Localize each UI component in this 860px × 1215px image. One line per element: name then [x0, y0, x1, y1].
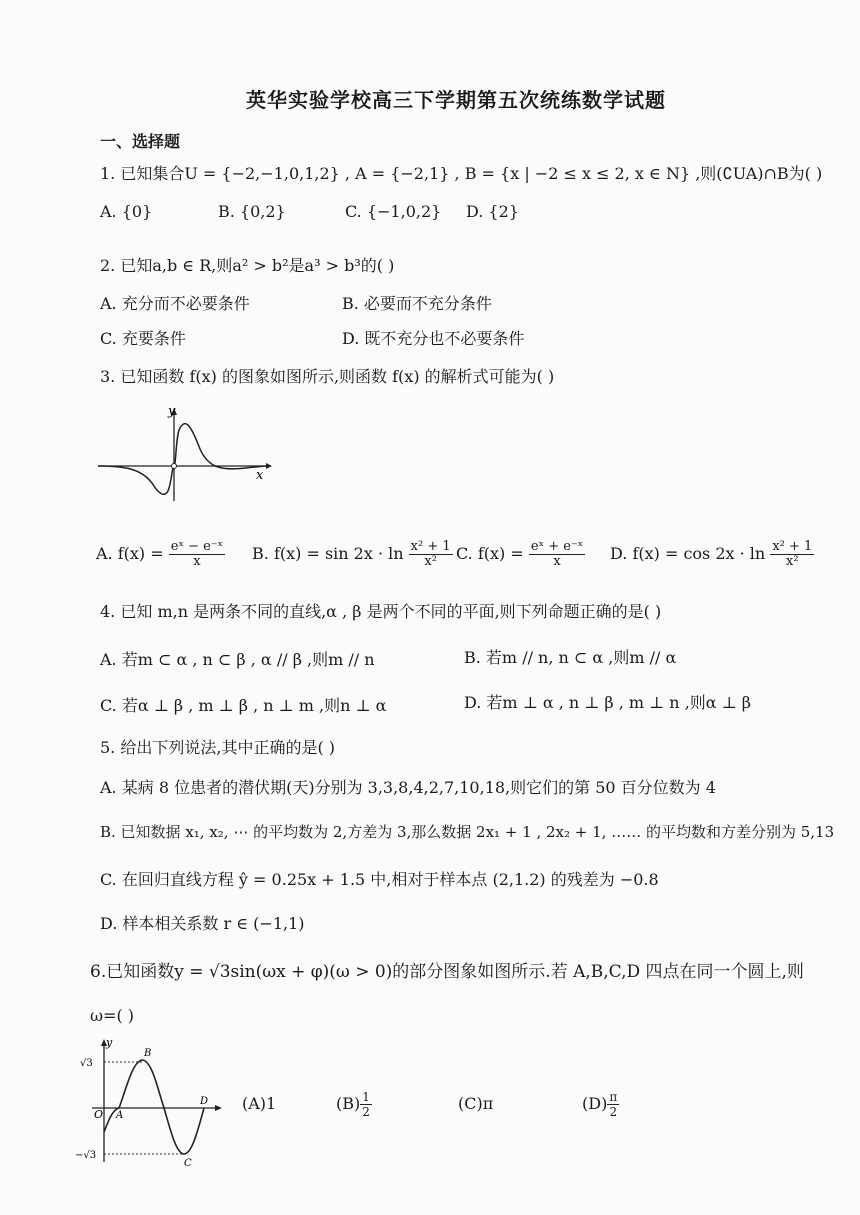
fraction: [169, 540, 225, 569]
question-5-stem: 5. 给出下列说法,其中正确的是( ): [100, 738, 336, 757]
numerator: π: [609, 1090, 618, 1104]
x-axis-arrow: [215, 1105, 222, 1111]
numerator: eˣ − e⁻ˣ: [170, 539, 224, 554]
point-b-label: B: [144, 1048, 152, 1059]
question-6-graph: [75, 1036, 228, 1169]
point-d-label: D: [200, 1096, 209, 1107]
question-3-stem: 3. 已知函数 f(x) 的图象如图所示,则函数 f(x) 的解析式可能为( ): [100, 367, 555, 386]
question-2-option-d[interactable]: D. 既不充分也不必要条件: [342, 329, 525, 348]
question-4-option-d[interactable]: D. 若m ⊥ α , n ⊥ β , m ⊥ n ,则α ⊥ β: [464, 693, 752, 712]
question-6-option-d[interactable]: [582, 1086, 619, 1122]
question-3-option-b[interactable]: [252, 538, 453, 570]
question-4-stem: 4. 已知 m,n 是两条不同的直线,α , β 是两个不同的平面,则下列命题正确的是( ): [100, 602, 662, 621]
page-title: 英华实验学校高三下学期第五次统练数学试题: [246, 88, 666, 112]
y-min-label: −√3: [75, 1150, 97, 1161]
x-axis-arrow: [266, 463, 272, 469]
fraction: [360, 1090, 372, 1119]
denominator: x²: [424, 554, 437, 569]
option-label: (D): [582, 1094, 608, 1113]
option-label: B.: [252, 544, 269, 563]
numerator: 1: [362, 1090, 370, 1104]
question-6-stem-line-2: ω=( ): [90, 1006, 135, 1025]
question-1-stem: 1. 已知集合U = {−2,−1,0,1,2} , A = {−2,1} , B = {x | −2 ≤ x ≤ 2, x ∈ N} ,则(∁UA)∩B为( ): [100, 164, 823, 183]
question-2-option-c[interactable]: C. 充要条件: [100, 329, 186, 348]
numerator: x² + 1: [410, 539, 451, 554]
x-axis-label: x: [256, 468, 264, 483]
fraction: [409, 540, 453, 569]
formula-lhs: f(x) = sin 2x · ln: [273, 544, 404, 563]
denominator: x²: [786, 554, 799, 569]
question-5-option-c[interactable]: C. 在回归直线方程 ŷ = 0.25x + 1.5 中,相对于样本点 (2,1.2) 的残差为 −0.8: [100, 870, 659, 889]
question-5-option-a[interactable]: A. 某病 8 位患者的潜伏期(天)分别为 3,3,8,4,2,7,10,18,则它们的第 50 百分位数为 4: [100, 778, 716, 797]
fraction: [770, 540, 814, 569]
y-max-label: √3: [80, 1058, 93, 1069]
section-heading: 一、选择题: [100, 132, 181, 151]
question-4-option-b[interactable]: B. 若m // n, n ⊂ α ,则m // α: [464, 648, 677, 667]
question-2-stem: 2. 已知a,b ∈ R,则a² > b²是a³ > b³的( ): [100, 256, 395, 275]
question-6-option-a[interactable]: (A)1: [242, 1094, 277, 1113]
question-5-option-d[interactable]: D. 样本相关系数 r ∈ (−1,1): [100, 914, 305, 933]
formula-lhs: f(x) = cos 2x · ln: [632, 544, 766, 563]
origin-hole: [172, 464, 177, 469]
fraction: [607, 1090, 619, 1119]
sine-curve: [104, 1060, 204, 1154]
question-6-option-b[interactable]: [336, 1086, 372, 1122]
question-3-option-d[interactable]: [610, 538, 814, 570]
y-axis-label: y: [168, 404, 176, 419]
formula-lhs: f(x) =: [477, 544, 524, 563]
question-1-option-b[interactable]: B. {0,2}: [218, 202, 286, 221]
option-label: C.: [456, 544, 473, 563]
question-1-option-a[interactable]: A. {0}: [100, 202, 153, 221]
question-5-option-b[interactable]: B. 已知数据 x₁, x₂, ⋯ 的平均数为 2,方差为 3,那么数据 2x₁ + 1 , 2x₂ + 1, …… 的平均数和方差分别为 5,13: [100, 823, 835, 841]
question-2-option-a[interactable]: A. 充分而不必要条件: [100, 294, 250, 313]
option-label: D.: [610, 544, 628, 563]
question-4-option-c[interactable]: C. 若α ⊥ β , m ⊥ β , n ⊥ m ,则n ⊥ α: [100, 696, 387, 715]
question-3-graph: [96, 403, 276, 503]
option-label: A.: [96, 544, 113, 563]
y-axis-label: y: [106, 1036, 113, 1049]
question-1-option-c[interactable]: C. {−1,0,2}: [345, 202, 442, 221]
formula-lhs: f(x) =: [117, 544, 164, 563]
denominator: 2: [362, 1105, 370, 1119]
option-label: (B): [336, 1094, 361, 1113]
question-3-option-c[interactable]: [456, 538, 585, 570]
origin-label: O: [94, 1108, 104, 1121]
question-6-option-c[interactable]: (C)π: [458, 1094, 494, 1113]
denominator: x: [553, 554, 561, 569]
point-a-label: A: [116, 1110, 124, 1121]
numerator: x² + 1: [772, 539, 813, 554]
denominator: x: [193, 554, 201, 569]
numerator: eˣ + e⁻ˣ: [530, 539, 584, 554]
question-2-option-b[interactable]: B. 必要而不充分条件: [342, 294, 492, 313]
fraction: [529, 540, 585, 569]
function-curve: [98, 424, 266, 495]
point-c-label: C: [184, 1158, 192, 1169]
denominator: 2: [609, 1105, 618, 1119]
question-4-option-a[interactable]: A. 若m ⊂ α , n ⊂ β , α // β ,则m // n: [100, 650, 375, 669]
question-6-stem: 6.已知函数y = √3sin(ωx + φ)(ω > 0)的部分图象如图所示.若 A,B,C,D 四点在同一个圆上,则: [90, 962, 804, 982]
question-3-option-a[interactable]: [96, 538, 225, 570]
question-1-option-d[interactable]: D. {2}: [466, 202, 519, 221]
